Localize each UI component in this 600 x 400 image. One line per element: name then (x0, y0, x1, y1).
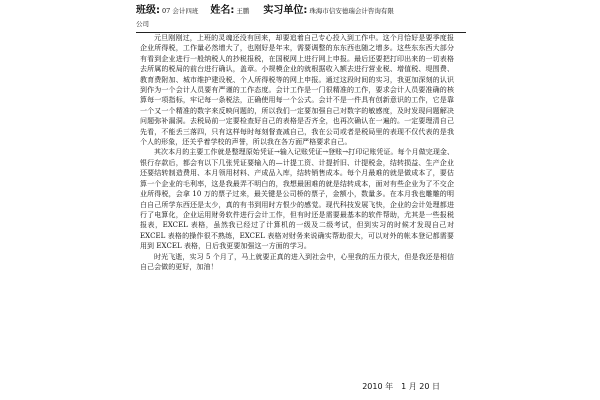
class-value: 07 会计四班 (162, 7, 199, 15)
class-label: 班级: (136, 5, 160, 16)
name-label: 姓名: (210, 5, 235, 16)
report-page (136, 0, 466, 400)
unit-value-continued: 公司 (136, 20, 149, 28)
paragraph-1: 元旦刚刚过，上班的灵魂还没有回来，却要追着自己专心投入到工作中。这个月恰好是要季度报企业所得税，工作量必然增大了，也刚好是年末，需要调整的东东西也随之增多。这些东东西大部分有看到企业进行一般纳税人的抄税报税，在国税网上进行网上申报。最后还要把打印出来的一切表格去所属的税局的前台进行确认，盖章。小规模企业的就根据收入额去进行营业税、增值税、堤围费、教育费附加、城市维护建设税、个人所得税等的网上申报。通过这段时间的实习，我更加深刻的认识到作为一个会计人员要有严谨的工作态度。会计工作是一门很精准的工作，要求会计人员要准确的核算每一项指标，牢记每一条税法，正确使用每一个公式。会计不是一件具有创新意识的工作，它是靠一个又一个精准的数字来反映问题的，所以我们一定要加强自己对数字的敏感度，及时发现问题解决问题弥补漏洞。去税局前一定要检查好自己的表格是否齐全，也再次确认在一遍的。一定要理清自己先看，不能丢三落四，只有这样每时每刻督查减自己，我在公司或者是税局里的表现不仅代表的是我个人的形象，还关乎着学校的声誉，所以我在各方面严格要求自己。 (140, 34, 454, 147)
paragraph-3: 时光飞逝，实习 5 个月了，马上就要正真的进入到社会中，心里我的压力很大，但是我还是相信自己会做的更好，加油！ (140, 252, 454, 271)
name-value: 王鹏 (236, 7, 250, 15)
report-date: 2010 年 1 月 20 日 (362, 382, 440, 391)
paragraph-2: 其次本月的主要工作就是整理原始凭证→输入记账凭证→登账→打印记账凭证。每个月做完现金、银行存款后，都会有以下几张凭证要输入的—计提工资、计提折旧、计提税金，结转损益、生产企业还要结转制造费用、本月领用材料、产成品入库，结转销售成本。每个月最难的就是做成本了，要估算一个企业的毛利率，这是我最弄不明白的，我想最困难的就是结转成本，面对有些企业为了不交企业所得税，会拿 10 万的票子过来，最关键是公司桥的票子，金额小，数量多。在本月我也雕雕的明白自己所学东西还是太少，真的有书到用时方恨少的感觉。现代科技发展飞快，企业的会计处理都进行了电算化，企业运用财务软件进行会计工作，但有时还是需要最基本的软件帮助，尤其是一些报税报表，EXCEL 表格，虽然我已经过了计算机的一级及二级考试，但到实习的时候才发现自己对 EXCEL 表格的操作很不熟练，EXCEL 表格对财务来说确实帮助很大，可以对外的帐本登记都需要用到 EXCEL 表格，日后我更要加强这一方面的学习。 (140, 148, 454, 251)
unit-label: 实习单位: (263, 5, 308, 16)
unit-value: 珠海市信安德瑞会计咨询有限 (309, 7, 394, 15)
report-header (136, 0, 466, 33)
report-body (140, 33, 454, 272)
header-info-row (136, 3, 466, 19)
